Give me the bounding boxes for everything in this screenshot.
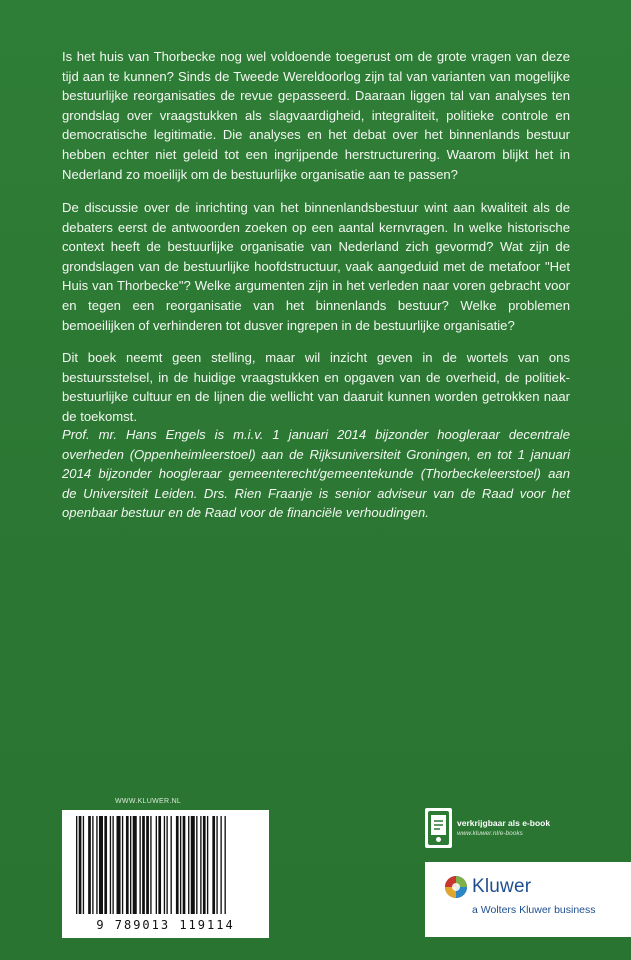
publisher-url: WWW.KLUWER.NL [115, 798, 182, 805]
author-bio: Prof. mr. Hans Engels is m.i.v. 1 januari 2014 bijzonder hoogleraar decentrale overheden (Oppenheimleerstoel) aan de Rijksuniversiteit Groningen, en tot 1 januari 2014 bijzonder hoogleraar gemeenterecht/gemeentekunde (Thorbeckeleerstoel) aan de Universiteit Leiden. Drs. Rien Fraanje is senior adviseur van de Raad voor het openbaar bestuur en de Raad voor de financiële verhoudingen. [62, 427, 570, 521]
ebook-icon [425, 808, 452, 848]
kluwer-wordmark: Kluwer [472, 876, 532, 897]
blurb-paragraph-2: De discussie over de inrichting van het binnenlandsbestuur wint aan kwaliteit als de debaters eerst de antwoorden zoeken op een aantal kernvragen. In welke historische context heeft de bestuurlijke organisatie van Nederland zich gevormd? Wat zijn de grondslagen van de bestuurlijke hoofdstructuur, vaak aangeduid met de metafoor "Het Huis van Thorbecke"? Welke argumenten zijn in het verleden naar voren gebracht voor en tegen een reorganisatie van het binnenlands bestuur? Welke problemen bemoeilijken of verhinderen tot dusver ingrepen in de bestuurlijke organisatie? [62, 200, 570, 333]
kluwer-globe-icon [444, 875, 468, 904]
ebook-notice [425, 808, 595, 850]
kluwer-tagline: a Wolters Kluwer business [472, 904, 596, 916]
publisher-logo-box [425, 862, 631, 937]
ebook-url: www.kluwer.nl/e-books [457, 830, 523, 837]
ebook-title: verkrijgbaar als e-book [457, 818, 551, 828]
barcode [62, 810, 269, 938]
isbn-number: 9 789013 119114 [96, 918, 235, 932]
blurb-paragraph-3: Dit boek neemt geen stelling, maar wil inzicht geven in de wortels van ons bestuursstelsel, in de huidige vraagstukken en opgaven van de overheid, de politiek-bestuurlijke cultuur en de lijnen die wellicht van daaruit kunnen worden getrokken naar de toekomst. [62, 350, 570, 424]
blurb-paragraph-1: Is het huis van Thorbecke nog wel voldoende toegerust om de grote vragen van deze tijd aan te kunnen? Sinds de Tweede Wereldoorlog zijn tal van varianten van mogelijke bestuurlijke reorganisaties de revue gepasseerd. Daaraan liggen tal van analyses ten grondslag over vraagstukken als slagvaardigheid, integraliteit, politieke controle en democratische legitimatie. Die analyses en het debat over het binnenlands bestuur hebben echter niet geleid tot een ingrijpende herstructurering. Waarom blijkt het in Nederland zo moeilijk om de bestuurlijke organisatie aan te passen? [62, 49, 570, 182]
